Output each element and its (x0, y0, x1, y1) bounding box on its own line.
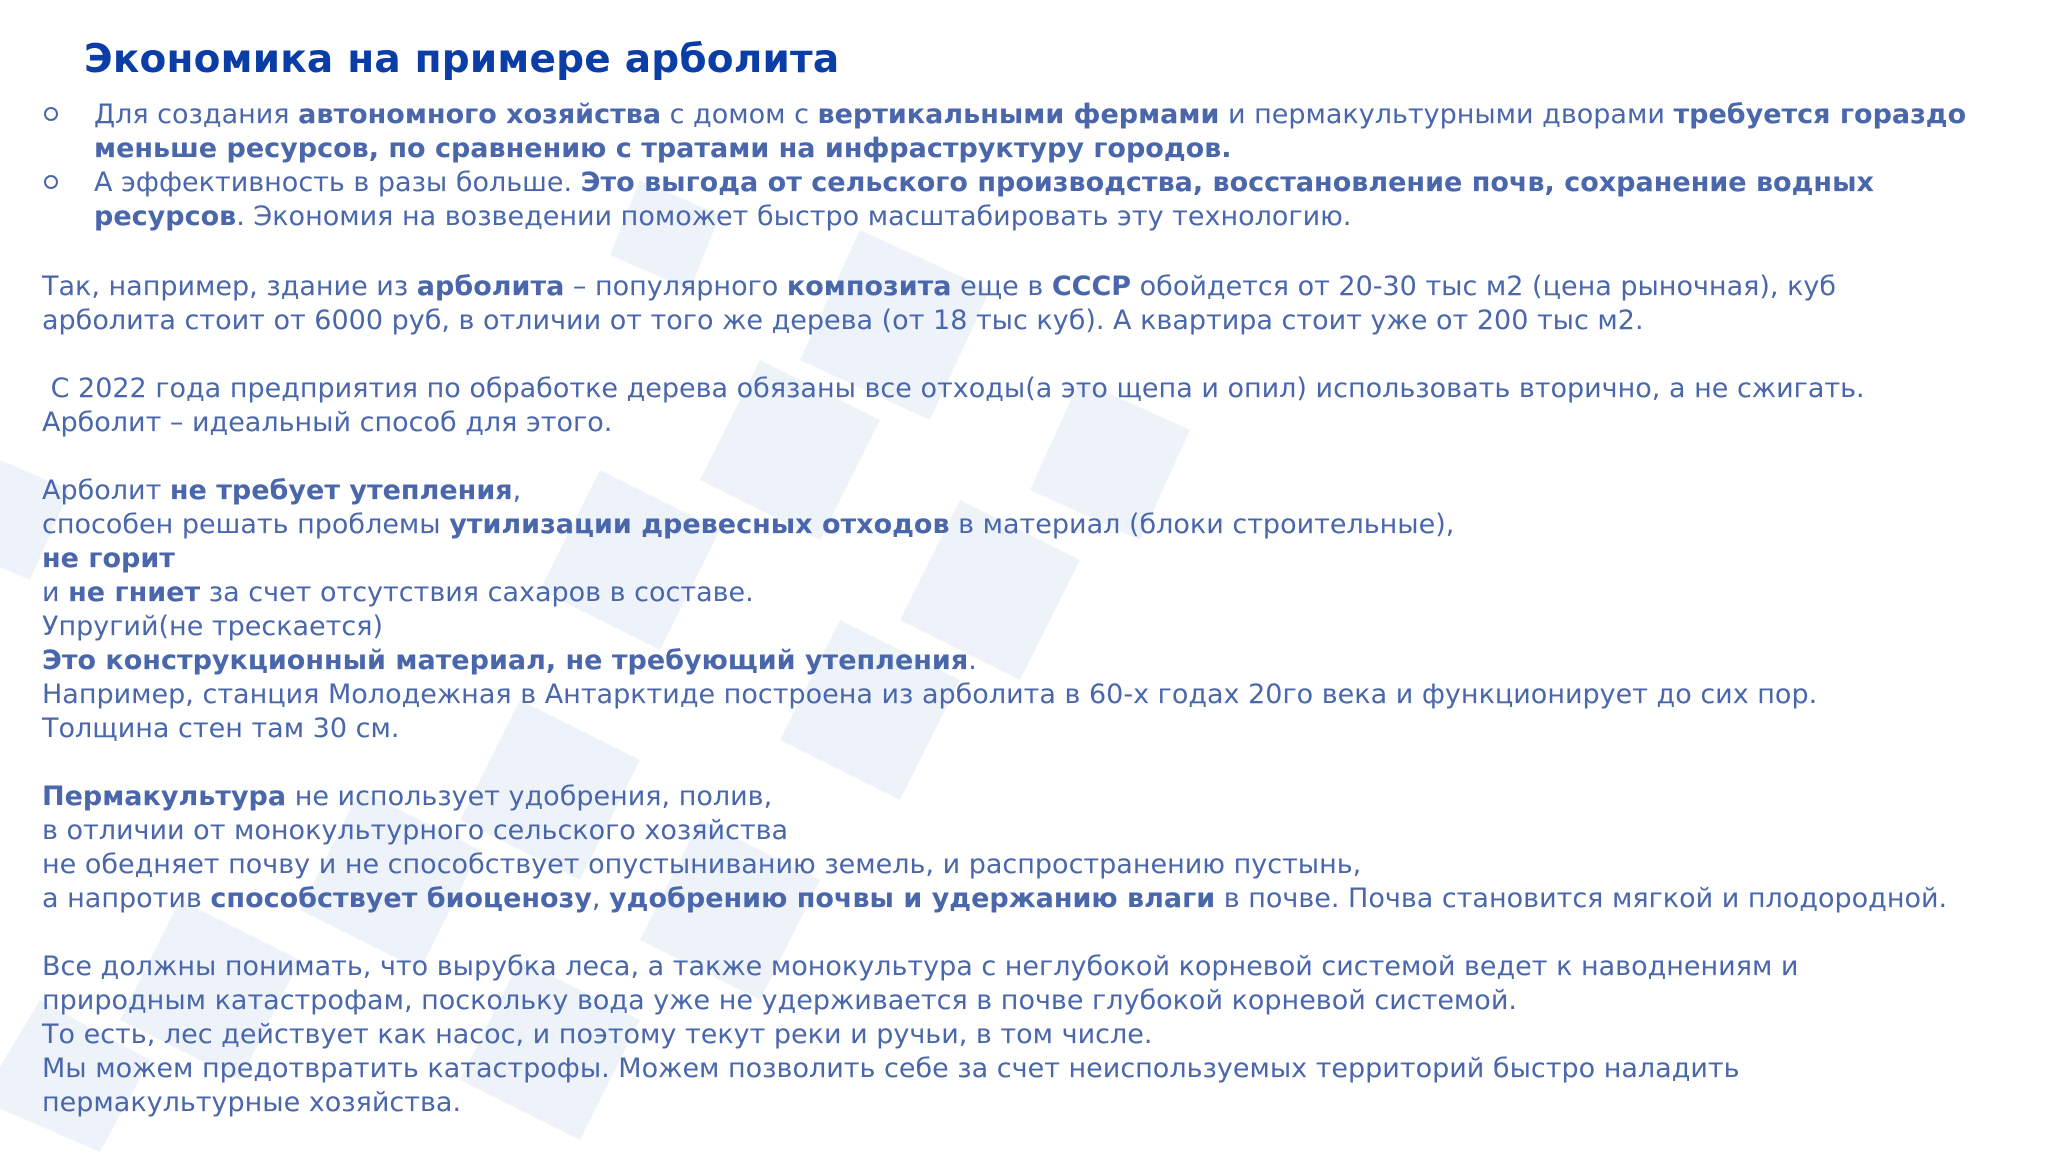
bold-text-run: способствует биоценозу (210, 883, 592, 914)
text-run: Толщина стен там 30 см. (42, 713, 400, 744)
text-run: не использует удобрения, полив, (286, 781, 773, 812)
text-line (42, 1086, 2032, 1120)
text-run: обойдется от 20-30 тыс м2 (цена рыночная), куб (1131, 271, 1837, 302)
text-run: и пермакультурными дворами (1219, 99, 1674, 130)
bullet-list (42, 98, 2022, 234)
text-run: в отличии от монокультурного сельского хозяйства (42, 815, 789, 846)
text-run: То есть, лес действует как насос, и поэтому текут реки и ручьи, в том числе. (42, 1019, 1153, 1050)
text-line (42, 882, 2032, 916)
bullet-item (42, 98, 2022, 166)
bold-text-run: Пермакультура (42, 781, 287, 812)
bold-text-run: удобрению почвы и удержанию влаги (609, 883, 1216, 914)
text-line (94, 98, 2022, 132)
paragraph-arbolit-properties (42, 474, 2032, 746)
text-run: , (512, 475, 522, 506)
bold-text-run: автономного хозяйства (298, 99, 662, 130)
text-line (42, 712, 2032, 746)
text-run: А эффективность в разы больше. (94, 167, 581, 198)
text-line (42, 984, 2032, 1018)
text-line (42, 814, 2032, 848)
text-line (42, 1018, 2032, 1052)
text-line (42, 1052, 2032, 1086)
text-line (42, 542, 2032, 576)
text-line (42, 780, 2032, 814)
text-run: Все должны понимать, что вырубка леса, а также монокультура с неглубокой корневой системой ведет к наводнениям и (42, 951, 1799, 982)
body-text (42, 270, 2032, 1154)
bold-text-run: ресурсов (94, 201, 237, 232)
text-run: – популярного (564, 271, 787, 302)
text-line (42, 508, 2032, 542)
paragraph-wood-waste (42, 372, 2032, 440)
text-run: не обедняет почву и не способствует опустыниванию земель, и распространению пустынь, (42, 849, 1362, 880)
text-run: а напротив (42, 883, 211, 914)
text-line (42, 270, 2032, 304)
text-run: Например, станция Молодежная в Антарктиде построена из арболита в 60-х годах 20го века и функционирует до сих пор. (42, 679, 1818, 710)
text-line (42, 644, 2032, 678)
bold-text-run: не гниет (68, 577, 201, 608)
text-run: пермакультурные хозяйства. (42, 1087, 462, 1118)
text-line (42, 848, 2032, 882)
bold-text-run: арболита (416, 271, 565, 302)
text-run: Арболит – идеальный способ для этого. (42, 407, 613, 438)
paragraph-permaculture (42, 780, 2032, 916)
bold-text-run: не требует утепления (169, 475, 513, 506)
text-run: в материал (блоки строительные), (949, 509, 1455, 540)
text-line (94, 166, 2022, 200)
text-line (94, 200, 2022, 234)
text-run: Так, например, здание из (42, 271, 417, 302)
text-line (42, 950, 2032, 984)
text-line (42, 406, 2032, 440)
text-line (94, 132, 2022, 166)
bold-text-run: композита (786, 271, 952, 302)
text-run: Упругий(не трескается) (42, 611, 384, 642)
bullet-item (42, 166, 2022, 234)
bold-text-run: требуется гораздо (1673, 99, 1967, 130)
text-line (42, 304, 2032, 338)
paragraph-deforestation (42, 950, 2032, 1120)
text-run: в почве. Почва становится мягкой и плодородной. (1215, 883, 1948, 914)
text-run: с домом с (661, 99, 818, 130)
text-run: . Экономия на возведении поможет быстро масштабировать эту технологию. (236, 201, 1352, 232)
text-run: природным катастрофам, поскольку вода уже не удерживается в почве глубокой корневой системой. (42, 985, 1517, 1016)
bold-text-run: утилизации древесных отходов (449, 509, 950, 540)
text-line (42, 474, 2032, 508)
paragraph-arbolit-price (42, 270, 2032, 338)
text-line (42, 576, 2032, 610)
bold-text-run: не горит (42, 543, 175, 574)
text-run: . (968, 645, 977, 676)
text-run: Арболит (42, 475, 170, 506)
bold-text-run: Это выгода от сельского производства, восстановление почв, сохранение водных (580, 167, 1874, 198)
page-title: Экономика на примере арболита (84, 37, 840, 82)
text-line (42, 610, 2032, 644)
text-run: еще в (951, 271, 1052, 302)
bold-text-run: вертикальными фермами (817, 99, 1220, 130)
text-run: , (591, 883, 610, 914)
text-run: способен решать проблемы (42, 509, 450, 540)
bold-text-run: СССР (1051, 271, 1132, 302)
text-run: С 2022 года предприятия по обработке дерева обязаны все отходы(а это щепа и опил) использовать вторично, а не сжигать. (42, 373, 1865, 404)
text-line (42, 678, 2032, 712)
bold-text-run: Это конструкционный материал, не требующий утепления (42, 645, 969, 676)
text-run: Мы можем предотвратить катастрофы. Можем позволить себе за счет неиспользуемых территорий быстро наладить (42, 1053, 1740, 1084)
text-run: арболита стоит от 6000 руб, в отличии от того же дерева (от 18 тыс куб). А квартира стоит уже от 200 тыс м2. (42, 305, 1644, 336)
bold-text-run: меньше ресурсов, по сравнению с тратами на инфраструктуру городов. (94, 133, 1232, 164)
text-run: и (42, 577, 69, 608)
bullet-circle-icon (44, 107, 58, 121)
text-line (42, 372, 2032, 406)
text-run: за счет отсутствия сахаров в составе. (200, 577, 754, 608)
bullet-circle-icon (44, 175, 58, 189)
text-run: Для создания (94, 99, 299, 130)
